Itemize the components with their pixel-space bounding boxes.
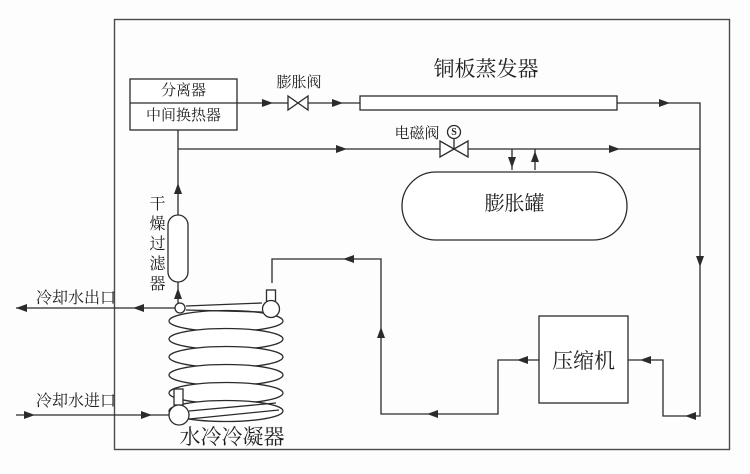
expansion-valve-icon (288, 96, 308, 110)
condenser-coil (169, 290, 283, 425)
coil-water-stub (174, 389, 183, 405)
flow-arrow-right (336, 145, 347, 153)
coil-inlet-port (263, 301, 280, 318)
coolant-inlet-label: 冷却水进口 (36, 393, 117, 410)
expansion-tank-label: 膨胀罐 (484, 193, 545, 215)
flow-arrow-down (696, 256, 704, 267)
coil-outlet-junction (175, 303, 185, 313)
flow-arrow-right (24, 411, 35, 419)
coil-water-inlet-port (169, 405, 189, 425)
flow-arrow-left (133, 304, 144, 312)
flow-arrow-left (427, 410, 438, 418)
flow-arrow-right (332, 99, 343, 107)
flow-arrow-right (609, 145, 620, 153)
separator-label: 分离器 (160, 83, 206, 99)
pipe-compressor-to-condenser (272, 259, 539, 414)
solenoid-s-symbol: S (451, 126, 457, 138)
flow-arrow-left (343, 255, 354, 263)
flow-arrow-up (377, 327, 385, 338)
flow-arrow-up (174, 183, 182, 194)
flow-arrow-right (141, 411, 152, 419)
pipe-evaporator-to-compressor (617, 103, 700, 416)
dry-filter-label: 干燥过滤器 (147, 195, 164, 295)
solenoid-valve-label: 电磁阀 (394, 126, 440, 142)
intermediate-heat-exchanger-label: 中间换热器 (145, 108, 221, 124)
flow-arrow-up (174, 288, 182, 299)
flow-arrow-left (640, 356, 651, 364)
evaporator-shape (360, 96, 617, 110)
condenser-label: 水冷冷凝器 (179, 425, 285, 449)
expansion-valve-label: 膨胀阀 (276, 75, 322, 91)
coolant-outlet-label: 冷却水出口 (36, 290, 117, 307)
flow-arrow-up (531, 151, 539, 162)
flow-arrow-right (659, 99, 670, 107)
coil-top-line (186, 303, 262, 306)
flow-arrow-left (16, 304, 27, 312)
flow-arrow-right (262, 99, 273, 107)
dry-filter-shape (168, 215, 188, 282)
evaporator-label: 铜板蒸发器 (433, 57, 539, 81)
compressor-label: 压缩机 (552, 349, 615, 373)
flow-arrow-left (517, 356, 528, 364)
flow-arrow-down (508, 157, 516, 168)
flow-arrow-left (685, 412, 696, 420)
